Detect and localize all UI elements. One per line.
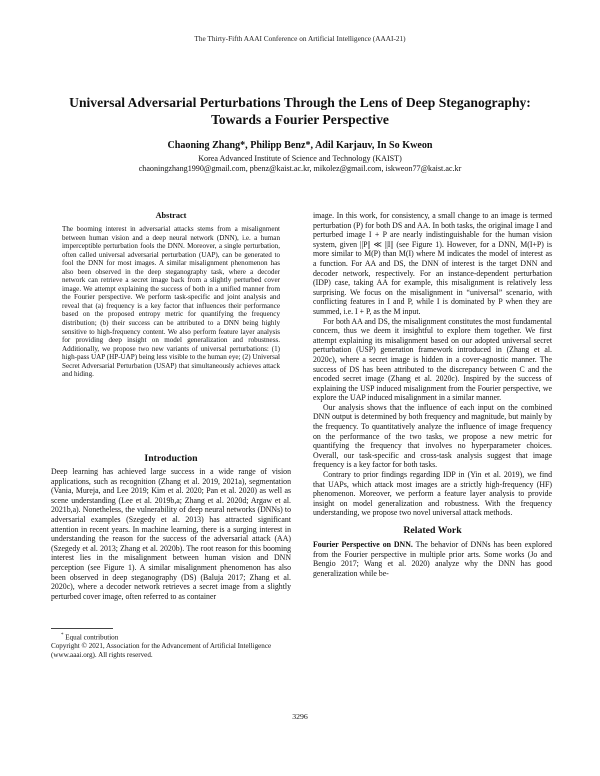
- paper-authors: Chaoning Zhang*, Philipp Benz*, Adil Karjauv, In So Kweon: [167, 140, 433, 151]
- equal-contribution-text: Equal contribution: [65, 633, 119, 642]
- right-column: [313, 211, 552, 578]
- equal-contribution-note: [51, 632, 291, 642]
- author-emails: chaoningzhang1990@gmail.com, pbenz@kaist.ac.kr, mikolez@gmail.com, iskweon77@kaist.ac.kr: [138, 164, 462, 173]
- affiliation: Korea Advanced Institute of Science and Technology (KAIST): [198, 154, 402, 163]
- intro-paragraph-3: For both AA and DS, the misalignment constitutes the most fundamental concern, thus we deem it insightful to explore them together. We first attempt explaining its misalignment based on our adopted universal secret perturbation (USP) generation framework introduced in (Zhang et al. 2020c), where a secret image is hidden in a cover-agnostic manner. The success of DS has been attributed to the discrepancy between C and the encoded secret image (Zhang et al. 2020c). Inspired by the success of explaining the USP induced misalignment from the Fourier perspective, we explore the UAP induced misalignment in a similar manner.: [313, 316, 552, 403]
- fourier-perspective-runin: Fourier Perspective on DNN.: [313, 540, 413, 549]
- conference-header: The Thirty-Fifth AAAI Conference on Artificial Intelligence (AAAI-21): [194, 34, 406, 43]
- abstract-text: The booming interest in adversarial attacks stems from a misalignment between human vision and a deep neural network (DNN), i.e. a human imperceptible perturbation fools the DNN. Moreover, a single perturbation, often called universal adversarial perturbation (UAP), can be generated to fool the DNN for most images. A similar misalignment phenomenon has also been observed in the deep steganography task, where a decoder network can retrieve a secret image back from a slightly perturbed cover image. We attempt explaining the success of both in a unified manner from the Fourier perspective. We perform task-specific and joint analysis and reveal that (a) frequency is a key factor that influences their performance based on the proposed entropy metric for quantifying the frequency distribution; (b) their success can be attributed to a DNN being highly sensitive to high-frequency content. We also perform feature layer analysis for providing deep insight on model generalization and robustness. Additionally, we propose two new variants of universal perturbations: (1) high-pass UAP (HP-UAP) being less visible to the human eye; (2) Universal Secret Adversarial Perturbation (USAP) that simultaneously achieves attack and hiding.: [62, 225, 280, 379]
- footnote-block: [51, 632, 291, 660]
- related-work-heading: Related Work: [403, 525, 462, 536]
- copyright-notice: Copyright © 2021, Association for the Advancement of Artificial Intelligence (www.aaai.org). All rights reserved.: [51, 642, 272, 659]
- related-work-text: The behavior of DNNs has been explored from the Fourier perspective in multiple prior arts. Some works (Jo and Bengio 2017; Wang et al. 2020) analyze why the DNN has good generalization while be-: [313, 540, 553, 578]
- introduction-heading: Introduction: [144, 453, 198, 464]
- affiliation-block: [0, 154, 600, 174]
- intro-paragraph-5: Contrary to prior findings regarding IDP in (Yin et al. 2019), we find that UAPs, which attack most images are a strictly high-frequency (HF) phenomenon. Moreover, we perform a feature layer analysis to provide insight on model generalization and robustness. With the frequency understanding, we propose two novel universal attack methods.: [313, 470, 552, 518]
- related-work-paragraph: [313, 540, 552, 578]
- intro-paragraph-1: Deep learning has achieved large success in a wide range of vision applications, such as recognition (Zhang et al. 2019, 2021a), segmentation (Vania, Mureja, and Lee 2019; Kim et al. 2020; Pan et al. 2020) as well as scene understanding (Lee et al. 2019b,a; Zhang et al. 2020d; Argaw et al. 2021b,a). Nonetheless, the vulnerability of deep neural networks (DNNs) to adversarial examples (Szegedy et al. 2013) has attracted significant attention in recent years. In machine learning, there is a surging interest in understanding the reason for the success of the adversarial attack (AA) (Szegedy et al. 2013; Zhang et al. 2020b). The root reason for this booming interest lies in the misalignment between human vision and DNN perception (see Figure 1). A similar misalignment phenomenon has also been observed in deep steganography (DS) (Baluja 2017; Zhang et al. 2020c), where a decoder network retrieves a secret image from a slightly perturbed cover image, often referred to as container: [51, 467, 291, 601]
- left-column: [51, 211, 291, 659]
- intro-paragraph-4: Our analysis shows that the influence of each input on the combined DNN output is determined by both frequency and magnitude, but mainly by the frequency. To quantitatively analyze the influence of image frequency on the performance of the two tasks, we propose a new metric for quantifying the frequency that involves no hyperparameter choices. Overall, our task-specific and cross-task analysis suggest that image frequency is a key factor for both tasks.: [313, 402, 552, 470]
- abstract-heading: Abstract: [155, 211, 187, 220]
- intro-paragraph-2: image. In this work, for consistency, a small change to an image is termed perturbation (P) for both DS and AA. In both tasks, the original image I and perturbed image I + P are nearly indistinguishable for the human vision system, given ||P|| ≪ ||I|| (see Figure 1). However, for a DNN, M(I+P) is more similar to M(P) than M(I) where M indicates the model of interest as a function. For AA and DS, the DNN of interest is the target DNN and decoder network, respectively. For an instance-dependent perturbation (IDP) case, taking AA for example, this misalignment is relatively less surprising. We focus on the misalignment in “universal” scenario, with conflicting features in I and P, while I is dominated by P when they are summed, i.e. I + P, as the M input.: [313, 211, 552, 316]
- footnote-divider: [51, 628, 113, 629]
- paper-title: Universal Adversarial Perturbations Through the Lens of Deep Steganography: Towards a Fourier Perspective: [69, 95, 531, 127]
- footnote-mark: *: [61, 633, 64, 638]
- introduction-body: [51, 467, 291, 601]
- page-number: 3296: [292, 712, 308, 721]
